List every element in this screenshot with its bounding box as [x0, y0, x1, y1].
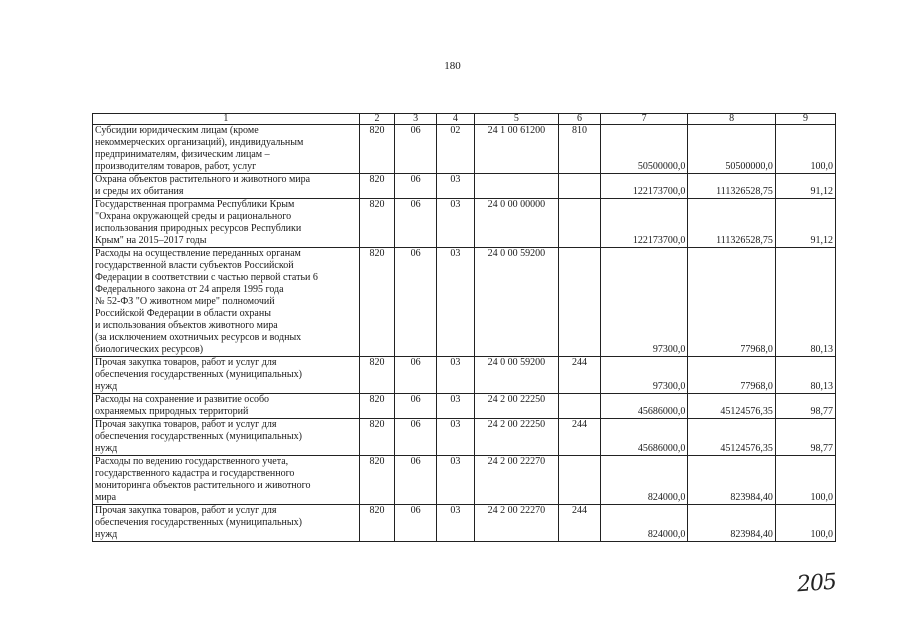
actual-amount-cell: 823984,40 [688, 505, 776, 542]
expense-type-cell: 810 [559, 125, 601, 174]
table-row [93, 456, 836, 505]
actual-amount-cell: 45124576,35 [688, 419, 776, 456]
description-line: Расходы на сохранение и развитие особо [95, 394, 270, 405]
actual-amount-cell: 45124576,35 [688, 394, 776, 419]
section-code-cell: 06 [395, 419, 437, 456]
header-cell: 2 [359, 114, 395, 125]
gr-code-cell: 820 [359, 199, 395, 248]
description-line: предпринимателям, физическим лицам – [95, 149, 270, 160]
expense-type-cell [559, 174, 601, 199]
row-description [93, 199, 360, 248]
gr-code-cell: 820 [359, 505, 395, 542]
description-line: Федерального закона от 24 апреля 1995 года [95, 284, 284, 295]
planned-amount-cell: 122173700,0 [600, 199, 688, 248]
subsection-code-cell: 03 [436, 419, 474, 456]
subsection-code-cell: 03 [436, 199, 474, 248]
description-line: Государственная программа Республики Крым [95, 199, 295, 210]
planned-amount-cell: 824000,0 [600, 456, 688, 505]
table-row [93, 174, 836, 199]
planned-amount-cell: 50500000,0 [600, 125, 688, 174]
description-line: охраняемых природных территорий [95, 406, 249, 417]
subsection-code-cell: 03 [436, 394, 474, 419]
description-line: нужд [95, 381, 118, 392]
description-line: и среды их обитания [95, 186, 184, 197]
target-article-cell: 24 1 00 61200 [474, 125, 558, 174]
description-line: № 52-ФЗ "О животном мире" полномочий [95, 296, 275, 307]
gr-code-cell: 820 [359, 357, 395, 394]
page-number: 180 [444, 60, 461, 72]
subsection-code-cell: 03 [436, 456, 474, 505]
description-line: государственного кадастра и государственного [95, 468, 295, 479]
percent-cell: 80,13 [775, 248, 835, 357]
table-row [93, 505, 836, 542]
percent-cell: 91,12 [775, 199, 835, 248]
gr-code-cell: 820 [359, 419, 395, 456]
actual-amount-cell: 77968,0 [688, 248, 776, 357]
target-article-cell: 24 2 00 22250 [474, 419, 558, 456]
row-description [93, 456, 360, 505]
description-line: Федерации в соответствии с частью первой статьи 6 [95, 272, 318, 283]
actual-amount-cell: 50500000,0 [688, 125, 776, 174]
percent-cell: 100,0 [775, 456, 835, 505]
header-cell: 6 [559, 114, 601, 125]
actual-amount-cell: 111326528,75 [688, 199, 776, 248]
table-header-row [93, 114, 836, 125]
description-line: и использования объектов животного мира [95, 320, 278, 331]
description-line: Охрана объектов растительного и животного мира [95, 174, 311, 185]
planned-amount-cell: 824000,0 [600, 505, 688, 542]
description-line: биологических ресурсов) [95, 344, 204, 355]
subsection-code-cell: 03 [436, 248, 474, 357]
section-code-cell: 06 [395, 248, 437, 357]
header-cell: 8 [688, 114, 776, 125]
row-description [93, 248, 360, 357]
description-line: обеспечения государственных (муниципальных) [95, 369, 302, 380]
planned-amount-cell: 122173700,0 [600, 174, 688, 199]
table-row [93, 394, 836, 419]
target-article-cell [474, 174, 558, 199]
percent-cell: 80,13 [775, 357, 835, 394]
planned-amount-cell: 97300,0 [600, 248, 688, 357]
target-article-cell: 24 2 00 22270 [474, 456, 558, 505]
target-article-cell: 24 0 00 59200 [474, 357, 558, 394]
header-cell: 5 [474, 114, 558, 125]
target-article-cell: 24 2 00 22270 [474, 505, 558, 542]
description-line: Прочая закупка товаров, работ и услуг для [95, 357, 277, 368]
section-code-cell: 06 [395, 456, 437, 505]
expense-type-cell: 244 [559, 357, 601, 394]
description-line: "Охрана окружающей среды и рационального [95, 211, 292, 222]
section-code-cell: 06 [395, 174, 437, 199]
section-code-cell: 06 [395, 199, 437, 248]
row-description [93, 174, 360, 199]
percent-cell: 98,77 [775, 394, 835, 419]
description-line: государственной власти субъектов Российской [95, 260, 294, 271]
header-cell: 1 [93, 114, 360, 125]
handwritten-note: 205 [796, 569, 837, 598]
section-code-cell: 06 [395, 125, 437, 174]
description-line: Прочая закупка товаров, работ и услуг для [95, 505, 277, 516]
section-code-cell: 06 [395, 394, 437, 419]
expense-type-cell [559, 394, 601, 419]
description-line: мира [95, 492, 117, 503]
expense-type-cell: 244 [559, 419, 601, 456]
row-description [93, 394, 360, 419]
planned-amount-cell: 45686000,0 [600, 419, 688, 456]
description-line: нужд [95, 443, 118, 454]
table-row [93, 357, 836, 394]
description-line: Крым" на 2015–2017 годы [95, 235, 207, 246]
header-cell: 9 [775, 114, 835, 125]
section-code-cell: 06 [395, 505, 437, 542]
description-line: производителям товаров, работ, услуг [95, 161, 257, 172]
gr-code-cell: 820 [359, 456, 395, 505]
description-line: Прочая закупка товаров, работ и услуг для [95, 419, 277, 430]
header-cell: 3 [395, 114, 437, 125]
description-line: (за исключением охотничьих ресурсов и водных [95, 332, 302, 343]
subsection-code-cell: 03 [436, 174, 474, 199]
description-line: некоммерческих организаций), индивидуальным [95, 137, 304, 148]
description-line: Расходы по ведению государственного учета, [95, 456, 289, 467]
gr-code-cell: 820 [359, 125, 395, 174]
description-line: нужд [95, 529, 118, 540]
target-article-cell: 24 2 00 22250 [474, 394, 558, 419]
target-article-cell: 24 0 00 59200 [474, 248, 558, 357]
target-article-cell: 24 0 00 00000 [474, 199, 558, 248]
expense-type-cell [559, 248, 601, 357]
actual-amount-cell: 823984,40 [688, 456, 776, 505]
row-description [93, 125, 360, 174]
percent-cell: 100,0 [775, 505, 835, 542]
budget-table [92, 113, 836, 542]
expense-type-cell [559, 199, 601, 248]
description-line: обеспечения государственных (муниципальных) [95, 431, 302, 442]
expense-type-cell [559, 456, 601, 505]
header-cell: 7 [600, 114, 688, 125]
actual-amount-cell: 111326528,75 [688, 174, 776, 199]
table-row [93, 248, 836, 357]
gr-code-cell: 820 [359, 174, 395, 199]
expense-type-cell: 244 [559, 505, 601, 542]
description-line: Субсидии юридическим лицам (кроме [95, 125, 259, 136]
table-row [93, 419, 836, 456]
row-description [93, 419, 360, 456]
table-row [93, 199, 836, 248]
planned-amount-cell: 97300,0 [600, 357, 688, 394]
description-line: Расходы на осуществление переданных органам [95, 248, 301, 259]
subsection-code-cell: 03 [436, 357, 474, 394]
description-line: Российской Федерации в области охраны [95, 308, 271, 319]
row-description [93, 505, 360, 542]
subsection-code-cell: 02 [436, 125, 474, 174]
planned-amount-cell: 45686000,0 [600, 394, 688, 419]
gr-code-cell: 820 [359, 248, 395, 357]
percent-cell: 91,12 [775, 174, 835, 199]
percent-cell: 100,0 [775, 125, 835, 174]
header-cell: 4 [436, 114, 474, 125]
gr-code-cell: 820 [359, 394, 395, 419]
description-line: мониторинга объектов растительного и животного [95, 480, 311, 491]
percent-cell: 98,77 [775, 419, 835, 456]
description-line: использования природных ресурсов Республики [95, 223, 302, 234]
description-line: обеспечения государственных (муниципальных) [95, 517, 302, 528]
actual-amount-cell: 77968,0 [688, 357, 776, 394]
section-code-cell: 06 [395, 357, 437, 394]
table-row [93, 125, 836, 174]
row-description [93, 357, 360, 394]
subsection-code-cell: 03 [436, 505, 474, 542]
